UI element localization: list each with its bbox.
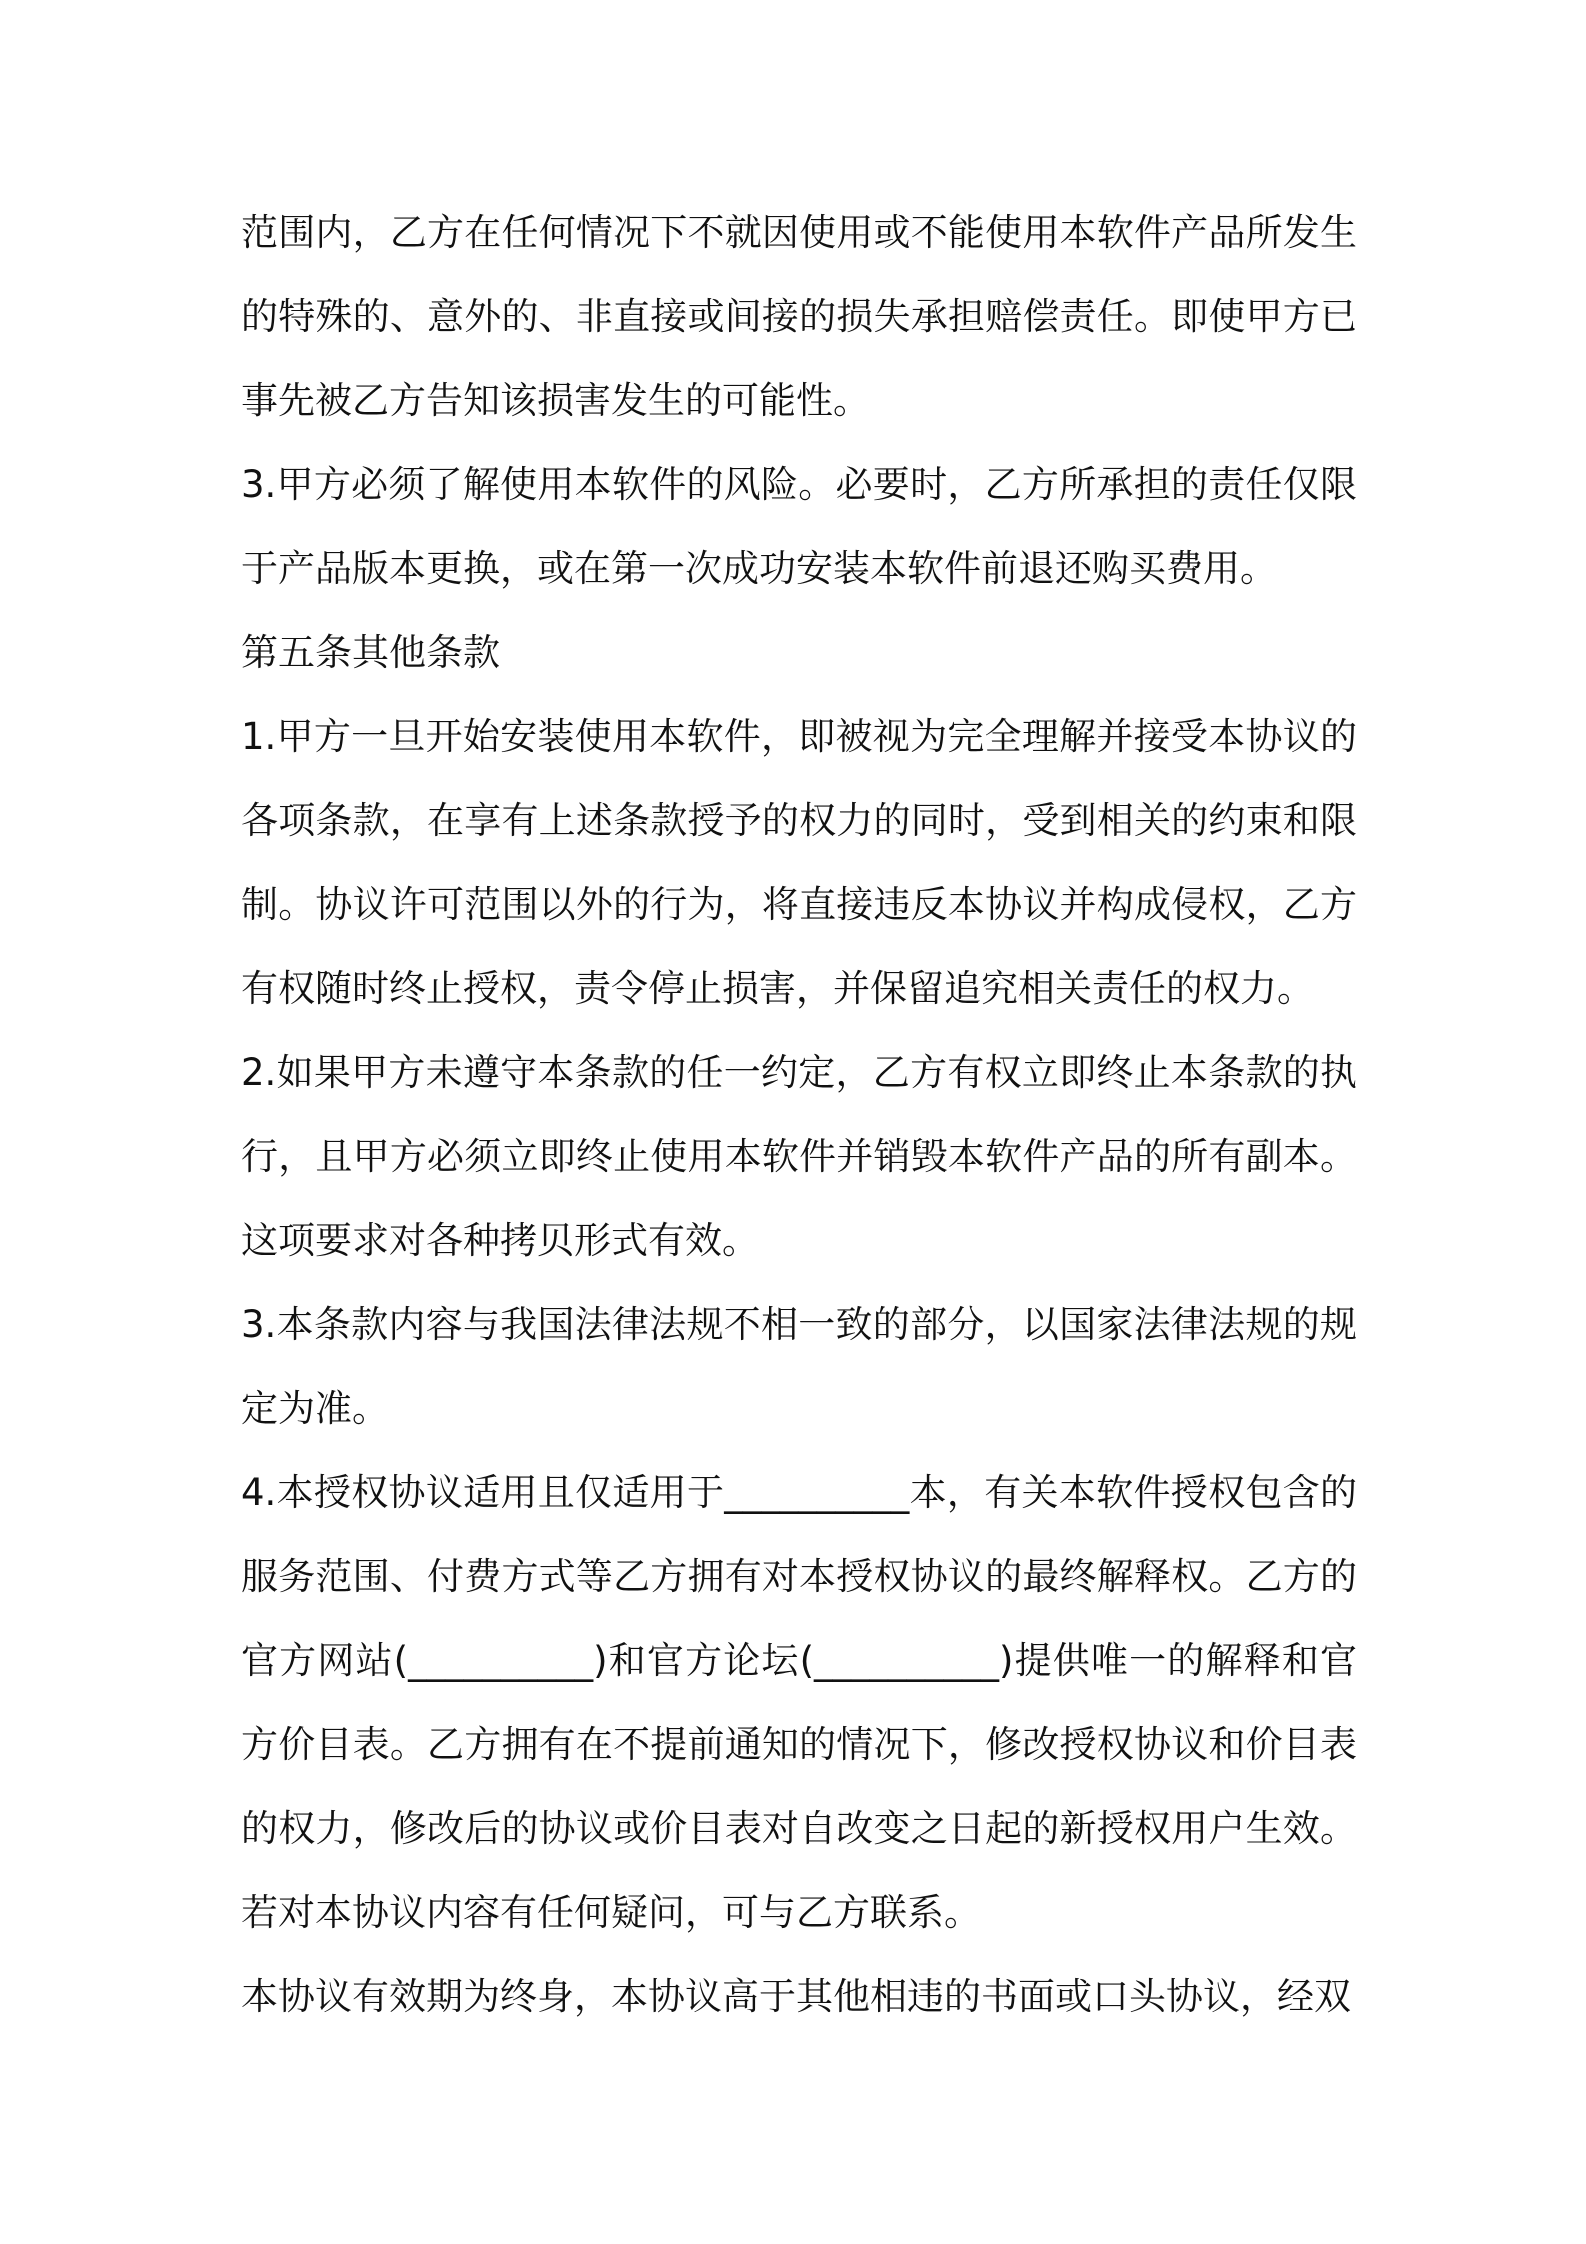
paragraph-liability-scope: 范围内，乙方在任何情况下不就因使用或不能使用本软件产品所发生的特殊的、意外的、非直接或间接的损失承担赔偿责任。即使甲方已事先被乙方告知该损害发生的可能性。 (241, 211, 1357, 422)
paragraph-clause-2-termination: 2.如果甲方未遵守本条款的任一约定，乙方有权立即终止本条款的执行，且甲方必须立即终止使用本软件并销毁本软件产品的所有副本。这项要求对各种拷贝形式有效。 (241, 1051, 1357, 1262)
paragraph-validity-period: 本协议有效期为终身，本协议高于其他相违的书面或口头协议，经双 (241, 1975, 1351, 2018)
paragraph-clause-1-acceptance: 1.甲方一旦开始安装使用本软件，即被视为完全理解并接受本协议的各项条款，在享有上述条款授予的权力的同时，受到相关的约束和限制。协议许可范围以外的行为，将直接违反本协议并构成侵权，乙方有权随时终止授权，责令停止损害，并保留追究相关责任的权力。 (241, 715, 1357, 1010)
paragraph-clause-4-interpretation: 4.本授权协议适用且仅适用于__________本，有关本软件授权包含的服务范围、付费方式等乙方拥有对本授权协议的最终解释权。乙方的官方网站(__________)和官方论坛(__________)提供唯一的解释和官方价目表。乙方拥有在不提前通知的情况下，修改授权协议和价目表的权力，修改后的协议或价目表对自改变之日起的新授权用户生效。若对本协议内容有任何疑问，可与乙方联系。 (241, 1471, 1357, 1934)
paragraph-clause-3-law: 3.本条款内容与我国法律法规不相一致的部分，以国家法律法规的规定为准。 (241, 1303, 1357, 1430)
paragraph-clause-3-risk: 3.甲方必须了解使用本软件的风险。必要时，乙方所承担的责任仅限于产品版本更换，或在第一次成功安装本软件前退还购买费用。 (241, 463, 1357, 590)
section-heading-article-5: 第五条其他条款 (241, 631, 500, 674)
document-body (241, 191, 1357, 2039)
